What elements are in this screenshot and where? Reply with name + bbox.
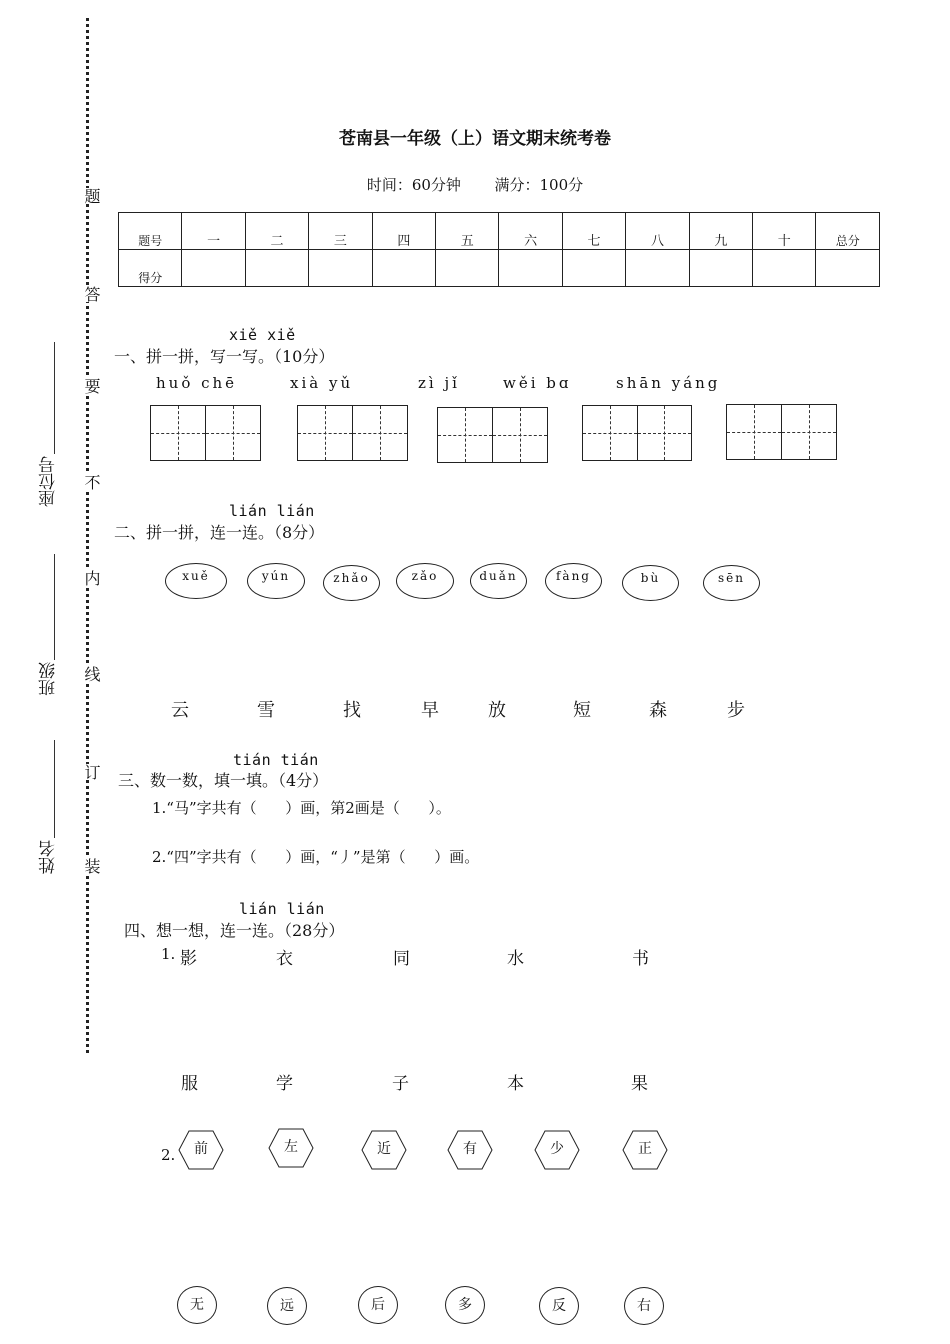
score-table xyxy=(118,212,880,287)
binding-char: 线 xyxy=(82,666,101,682)
q4-1-label: 1. xyxy=(161,945,176,963)
match-char[interactable]: 森 xyxy=(649,700,667,721)
s1-word: shān yáng xyxy=(616,374,721,392)
pinyin-oval[interactable]: duǎn xyxy=(470,563,527,599)
pinyin-oval[interactable]: xuě xyxy=(165,563,227,599)
s1-word: zì jǐ xyxy=(418,374,460,392)
score-cell[interactable] xyxy=(245,250,308,287)
score-cell[interactable] xyxy=(436,250,499,287)
name-blank[interactable] xyxy=(54,740,55,838)
match-top-char[interactable]: 同 xyxy=(393,949,410,969)
col-header: 九 xyxy=(689,213,752,250)
pinyin-oval[interactable]: zhǎo xyxy=(323,565,380,601)
match-bottom-char[interactable]: 子 xyxy=(392,1074,409,1094)
writing-grid[interactable] xyxy=(582,405,692,461)
col-header: 三 xyxy=(309,213,372,250)
writing-grid[interactable] xyxy=(297,405,408,461)
hexagon-label: 前 xyxy=(194,1141,208,1157)
hexagon-char[interactable] xyxy=(178,1130,224,1168)
score-cell[interactable] xyxy=(689,250,752,287)
writing-grid[interactable] xyxy=(437,407,548,463)
s1-word: wěi bɑ xyxy=(503,374,572,392)
hexagon-char[interactable] xyxy=(622,1130,668,1168)
match-bottom-char[interactable]: 学 xyxy=(276,1074,293,1094)
match-top-char[interactable]: 书 xyxy=(632,949,649,969)
exam-title: 苍南县一年级（上）语文期末统考卷 xyxy=(339,129,611,149)
col-header: 一 xyxy=(182,213,245,250)
circle-char[interactable]: 反 xyxy=(539,1287,579,1325)
match-char[interactable]: 放 xyxy=(488,700,506,721)
seat-number-blank[interactable] xyxy=(54,342,55,454)
section4-title: 四、想一想，连一连。（28分） xyxy=(124,921,345,940)
circle-char[interactable]: 远 xyxy=(267,1287,307,1325)
section1-pinyin: xiě xiě xyxy=(229,326,296,344)
match-char[interactable]: 短 xyxy=(573,700,591,721)
score-cell[interactable] xyxy=(182,250,245,287)
score-cell[interactable] xyxy=(753,250,816,287)
s1-word: xià yǔ xyxy=(290,374,354,392)
match-bottom-char[interactable]: 本 xyxy=(507,1074,524,1094)
class-blank[interactable] xyxy=(54,554,55,660)
col-header: 四 xyxy=(372,213,435,250)
circle-char[interactable]: 后 xyxy=(358,1286,398,1324)
hexagon-label: 正 xyxy=(638,1141,652,1157)
score-cell[interactable] xyxy=(626,250,689,287)
s1-word: huǒ chē xyxy=(156,374,238,392)
match-bottom-char[interactable]: 服 xyxy=(181,1074,198,1094)
class-label: 班级 xyxy=(39,662,59,696)
name-label: 姓名 xyxy=(39,840,59,874)
section3-title: 三、数一数，填一填。（4分） xyxy=(118,771,329,790)
col-header: 七 xyxy=(562,213,625,250)
section2-title: 二、拼一拼，连一连。（8分） xyxy=(114,523,325,542)
match-top-char[interactable]: 影 xyxy=(180,949,197,969)
pinyin-oval[interactable]: zǎo xyxy=(396,563,454,599)
col-header: 十 xyxy=(753,213,816,250)
question-3-2: 2.“四”字共有（ ）画，“丿”是第（ ）画。 xyxy=(152,848,480,866)
circle-char[interactable]: 多 xyxy=(445,1286,485,1324)
row-head-score: 得分 xyxy=(119,250,182,287)
row-head-question: 题号 xyxy=(119,213,182,250)
binding-char: 内 xyxy=(82,570,101,586)
pinyin-oval[interactable]: yún xyxy=(247,563,305,599)
score-cell[interactable] xyxy=(309,250,372,287)
match-char[interactable]: 云 xyxy=(171,700,189,721)
match-char[interactable]: 步 xyxy=(727,700,745,721)
binding-char: 要 xyxy=(82,378,101,394)
q4-2-label: 2. xyxy=(161,1146,176,1164)
section1-title: 一、拼一拼，写一写。（10分） xyxy=(114,347,335,366)
match-top-char[interactable]: 水 xyxy=(507,949,524,969)
writing-grid[interactable] xyxy=(726,404,837,460)
col-header: 八 xyxy=(626,213,689,250)
hexagon-label: 有 xyxy=(463,1141,477,1157)
match-char[interactable]: 雪 xyxy=(257,700,275,721)
pinyin-oval[interactable]: bù xyxy=(622,565,679,601)
section2-pinyin: lián lián xyxy=(229,502,315,520)
binding-char: 订 xyxy=(82,764,101,780)
score-cell[interactable] xyxy=(372,250,435,287)
match-char[interactable]: 找 xyxy=(343,700,361,721)
binding-char: 装 xyxy=(82,858,101,874)
exam-meta xyxy=(0,174,950,195)
binding-char: 不 xyxy=(82,474,101,490)
binding-char: 答 xyxy=(82,286,101,302)
hexagon-label: 少 xyxy=(550,1141,564,1157)
full-score: 满分：100分 xyxy=(494,176,584,194)
pinyin-oval[interactable]: sēn xyxy=(703,565,760,601)
pinyin-oval[interactable]: fàng xyxy=(545,563,602,599)
match-top-char[interactable]: 衣 xyxy=(276,949,293,969)
binding-char: 题 xyxy=(82,188,101,204)
section3-pinyin: tián tián xyxy=(233,751,319,769)
question-3-1: 1.“马”字共有（ ）画，第2画是（ ）。 xyxy=(152,799,451,817)
section4-pinyin: lián lián xyxy=(239,900,325,918)
col-header-total: 总分 xyxy=(816,213,880,250)
writing-grid[interactable] xyxy=(150,405,261,461)
hexagon-label: 左 xyxy=(284,1139,298,1155)
match-char[interactable]: 早 xyxy=(421,700,439,721)
hexagon-char[interactable] xyxy=(268,1128,314,1166)
hexagon-label: 近 xyxy=(377,1141,391,1157)
score-cell[interactable] xyxy=(816,250,880,287)
circle-char[interactable]: 右 xyxy=(624,1287,664,1325)
score-cell[interactable] xyxy=(562,250,625,287)
col-header: 六 xyxy=(499,213,562,250)
hexagon-char[interactable] xyxy=(361,1130,407,1168)
hexagon-char[interactable] xyxy=(447,1130,493,1168)
circle-char[interactable]: 无 xyxy=(177,1286,217,1324)
col-header: 五 xyxy=(436,213,499,250)
score-cell[interactable] xyxy=(499,250,562,287)
col-header: 二 xyxy=(245,213,308,250)
match-bottom-char[interactable]: 果 xyxy=(631,1074,648,1094)
seat-number-label: 座位号 xyxy=(39,456,59,507)
hexagon-char[interactable] xyxy=(534,1130,580,1168)
time-limit: 时间：60分钟 xyxy=(366,176,461,194)
